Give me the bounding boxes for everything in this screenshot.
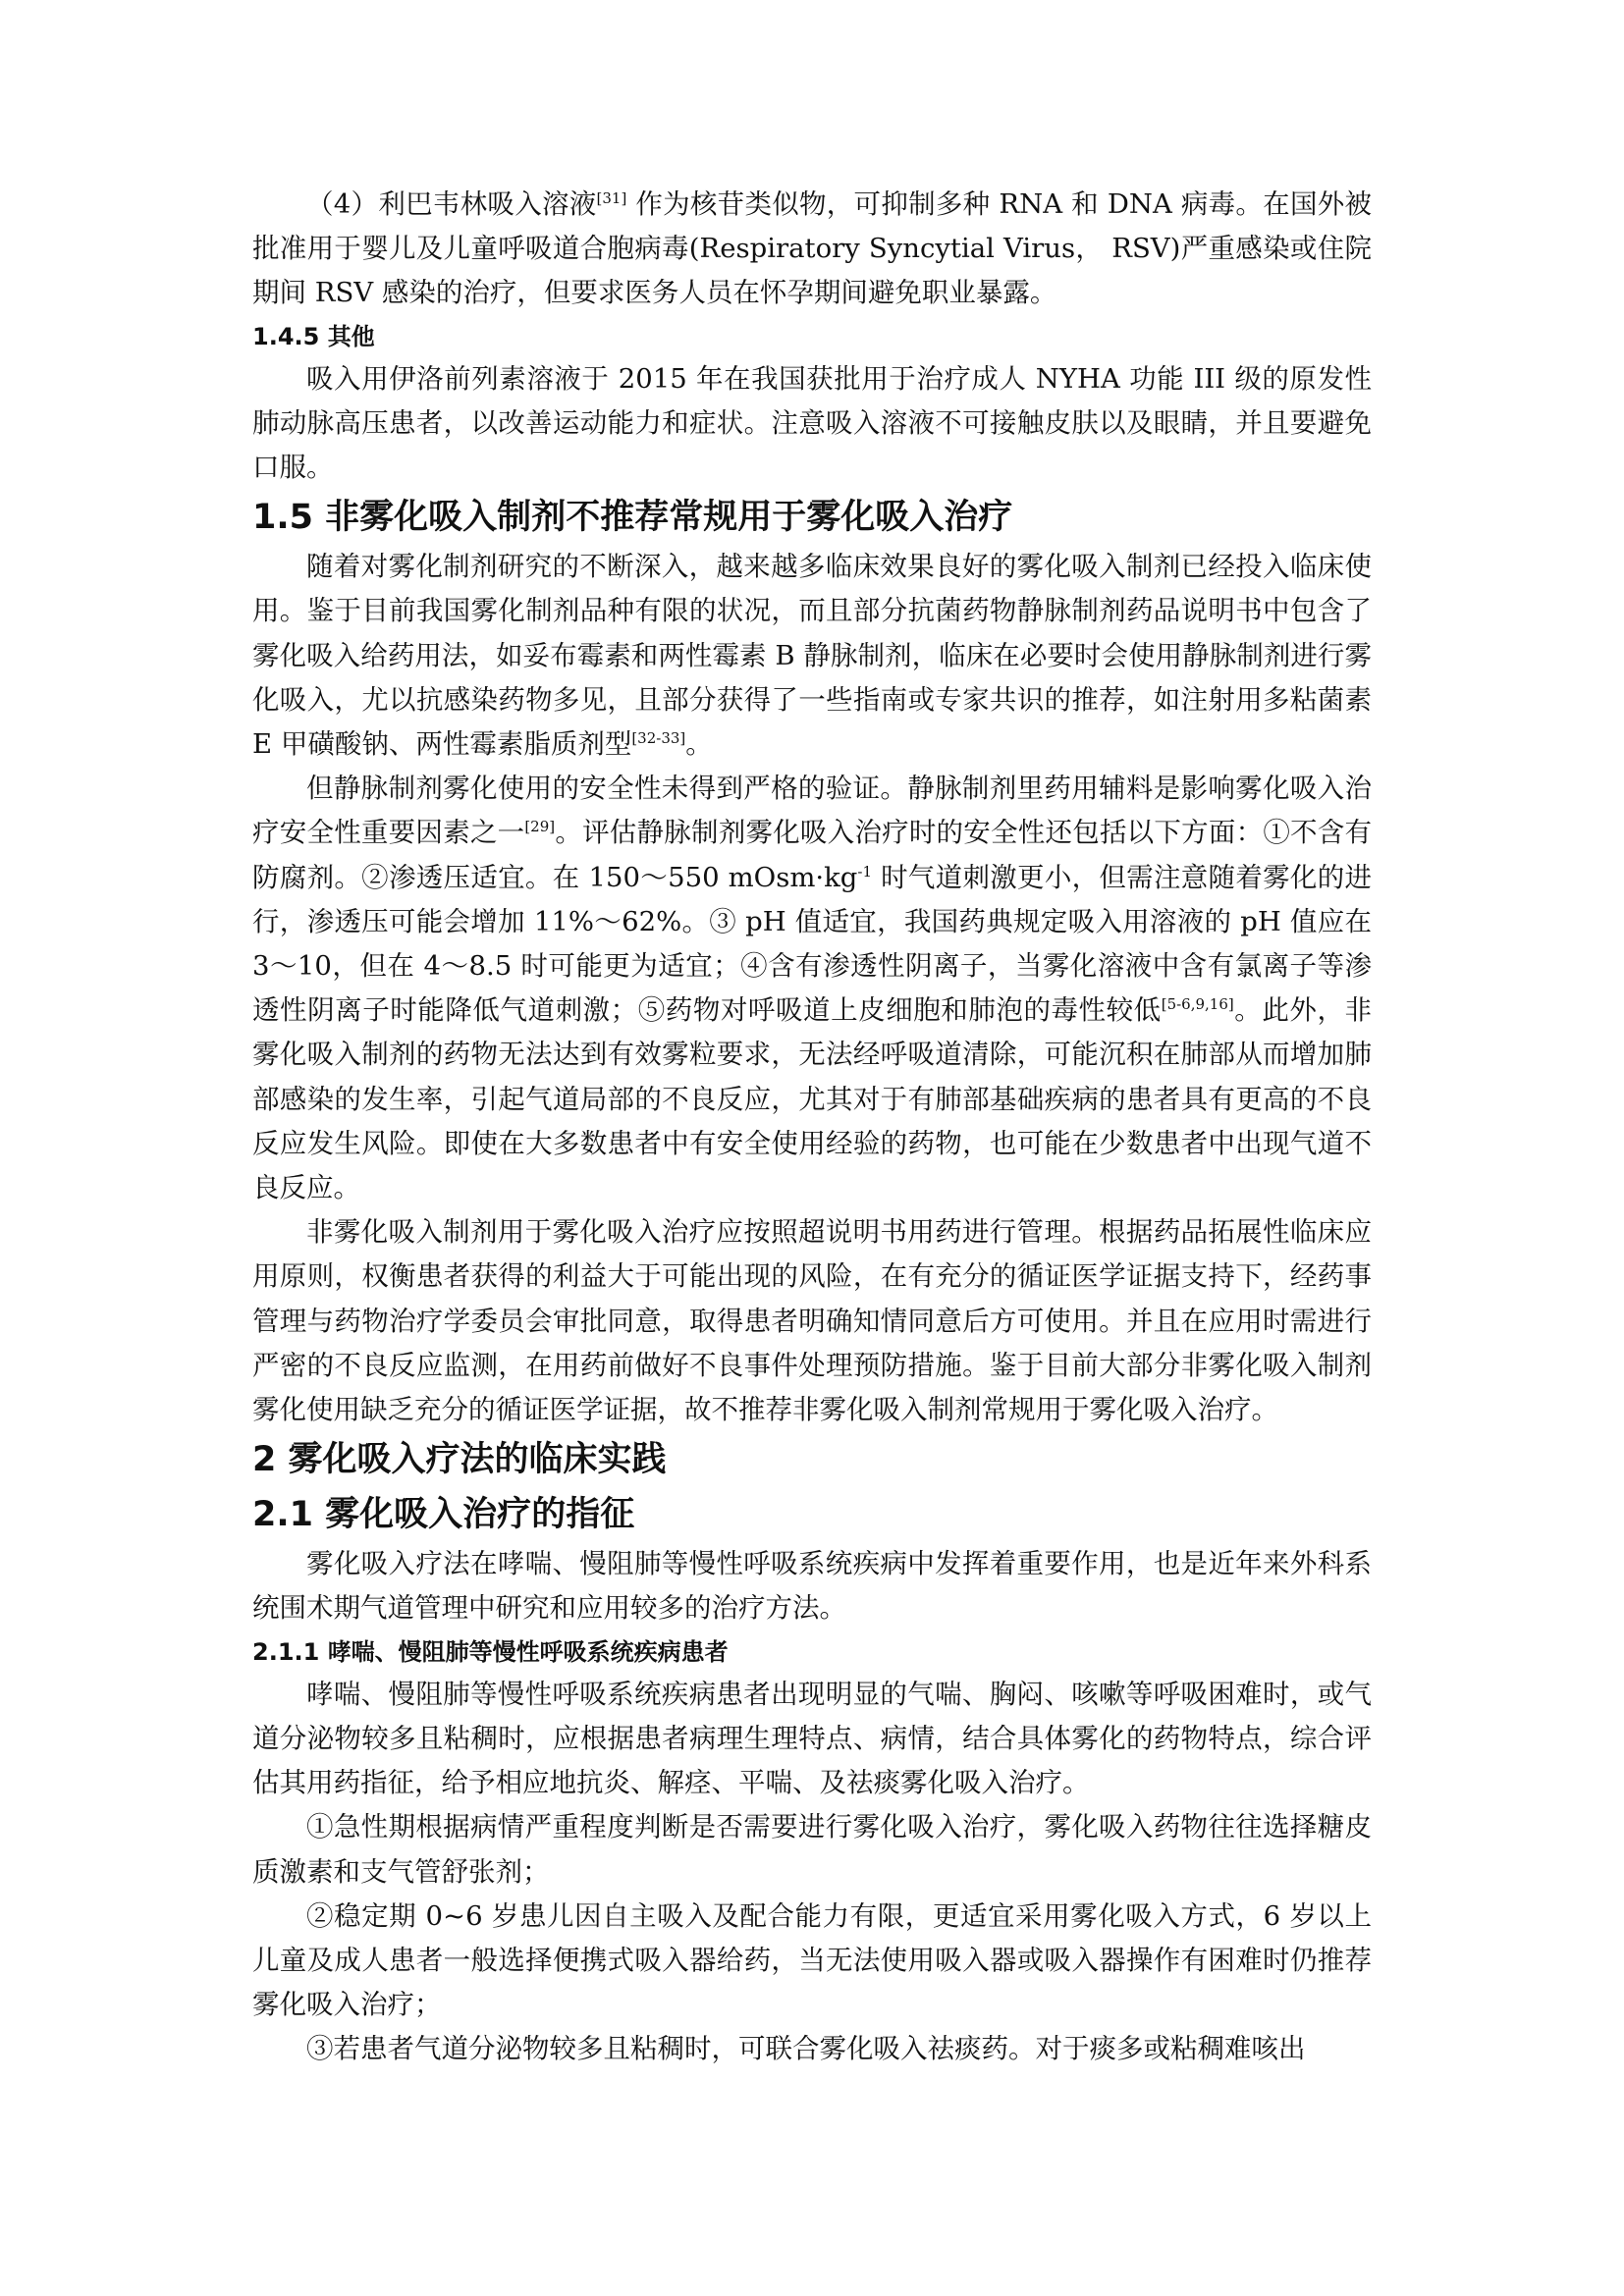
text-run: ③若患者气道分泌物较多且粘稠时，可联合雾化吸入祛痰药。对于痰多或粘稠难咳出 (306, 2033, 1306, 2065)
section-heading-2-1: 2.1 雾化吸入治疗的指征 (252, 1495, 635, 1535)
section-heading-2: 2 雾化吸入疗法的临床实践 (252, 1440, 667, 1480)
text-run: 吸入用伊洛前列素溶液于 2015 年在我国获批用于治疗成人 NYHA 功能 III 级的原发性肺动脉高压患者，以改善运动能力和症状。注意吸入溶液不可接触皮肤以及眼睛，并且要避免口服。 (252, 362, 1372, 484)
document-page (252, 183, 1372, 2072)
text-run: 哮喘、慢阻肺等慢性呼吸系统疾病患者出现明显的气喘、胸闷、咳嗽等呼吸困难时，或气道分泌物较多且粘稠时，应根据患者病理生理特点、病情，结合具体雾化的药物特点，综合评估其用药指征，给予相应地抗炎、解痉、平喘、及祛痰雾化吸入治疗。 (252, 1678, 1372, 1799)
text-run: 随着对雾化制剂研究的不断深入，越来越多临床效果良好的雾化吸入制剂已经投入临床使用。鉴于目前我国雾化制剂品种有限的状况，而且部分抗菌药物静脉制剂药品说明书中包含了雾化吸入给药用法，如妥布霉素和两性霉素 B 静脉制剂，临床在必要时会使用静脉制剂进行雾化吸入，尤以抗感染药物多见，且部分获得了一些指南或专家共识的推荐，如注射用多粘菌素 E 甲磺酸钠、两性霉素脂质剂型 (252, 551, 1372, 761)
citation: [32-33] (631, 728, 686, 747)
paragraph-chronic-disease (252, 1673, 1372, 1806)
citation: [31] (596, 188, 627, 207)
paragraph-indications-intro (252, 1542, 1372, 1630)
text-run: 。评估静脉制剂雾化吸入治疗时的安全性还包括以下方面：①不含有防腐剂。②渗透压适宜。在 150～550 mOsm·kg (252, 817, 1373, 893)
superscript-exponent: -1 (857, 862, 873, 881)
text-run: 。 (685, 728, 713, 761)
paragraph-iloprost (252, 357, 1372, 491)
list-item-secretions (252, 2027, 1372, 2071)
text-run: （4）利巴韦林吸入溶液 (306, 188, 597, 220)
paragraph-safety (252, 767, 1372, 1210)
text-run: 作为核苷类似物，可抑制多种 RNA 和 DNA 病毒。在国外被批准用于婴儿及儿童呼吸道合胞病毒(Respiratory Syncytial Virus， RSV)严重感染或住院期间 RSV 感染的治疗，但要求医务人员在怀孕期间避免职业暴露。 (252, 188, 1373, 309)
section-heading-1-5: 1.5 非雾化吸入制剂不推荐常规用于雾化吸入治疗 (252, 498, 1013, 538)
text-run: ②稳定期 0~6 岁患儿因自主吸入及配合能力有限，更适宜采用雾化吸入方式，6 岁以上儿童及成人患者一般选择便携式吸入器给药，当无法使用吸入器或吸入器操作有困难时仍推荐雾化吸入治疗； (252, 1899, 1372, 2021)
text-run: ①急性期根据病情严重程度判断是否需要进行雾化吸入治疗，雾化吸入药物往往选择糖皮质激素和支气管舒张剂； (252, 1811, 1372, 1888)
paragraph-intravenous-nebulization (252, 545, 1372, 767)
paragraph-ribavirin (252, 183, 1372, 316)
subsection-heading-2-1-1: 2.1.1 哮喘、慢阻肺等慢性呼吸系统疾病患者 (252, 1637, 729, 1666)
list-item-stable-phase (252, 1895, 1372, 2028)
text-run: 雾化吸入疗法在哮喘、慢阻肺等慢性呼吸系统疾病中发挥着重要作用，也是近年来外科系统围术期气道管理中研究和应用较多的治疗方法。 (252, 1548, 1372, 1625)
list-item-acute-phase (252, 1805, 1372, 1894)
text-run: 时气道刺激更小，但需注意随着雾化的进行，渗透压可能会增加 11%～62%。③ pH 值适宜，我国药典规定吸入用溶液的 pH 值应在 3～10，但在 4～8.5 时可能更为适宜；④含有渗透性阴离子，当雾化溶液中含有氯离子等渗透性阴离子时能降低气道刺激；⑤药物对呼吸道上皮细胞和肺泡的毒性较低 (252, 861, 1372, 1027)
text-run: 但静脉制剂雾化使用的安全性未得到严格的验证。静脉制剂里药用辅料是影响雾化吸入治疗安全性重要因素之一 (252, 773, 1372, 849)
paragraph-off-label-management (252, 1210, 1372, 1432)
text-run: 非雾化吸入制剂用于雾化吸入治疗应按照超说明书用药进行管理。根据药品拓展性临床应用原则，权衡患者获得的利益大于可能出现的风险，在有充分的循证医学证据支持下，经药事管理与药物治疗学委员会审批同意，取得患者明确知情同意后方可使用。并且在应用时需进行严密的不良反应监测，在用药前做好不良事件处理预防措施。鉴于目前大部分非雾化吸入制剂雾化使用缺乏充分的循证医学证据，故不推荐非雾化吸入制剂常规用于雾化吸入治疗。 (252, 1216, 1372, 1426)
text-run: 。此外，非雾化吸入制剂的药物无法达到有效雾粒要求，无法经呼吸道清除，可能沉积在肺部从而增加肺部感染的发生率，引起气道局部的不良反应，尤其对于有肺部基础疾病的患者具有更高的不良反应发生风险。即使在大多数患者中有安全使用经验的药物，也可能在少数患者中出现气道不良反应。 (252, 994, 1373, 1204)
citation: [5-6,9,16] (1161, 995, 1234, 1014)
subsection-heading-1-4-5: 1.4.5 其他 (252, 322, 375, 350)
citation: [29] (524, 818, 556, 836)
